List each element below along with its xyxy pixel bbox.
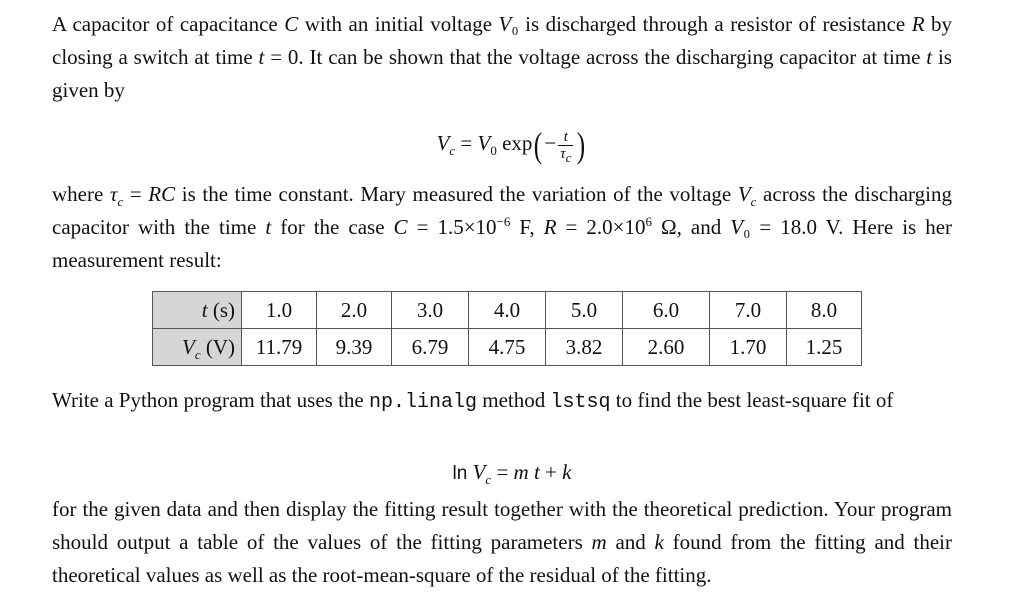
- middle-paragraph: where $\tau_c$ = RC is the time constant. Mary measured the variation of the voltage $V_c$ across the discharging capacitor with the time t for the case $C = 1.5\times 10^{-6}$ F, $R = 2.0\times 10^6$ Ω, and V₀ = 18.0 V. Here is her measurement result:: [52, 182, 953, 272]
- table-cell: 4.0: [469, 292, 546, 329]
- table-cell: 6.0: [623, 292, 710, 329]
- instruction-paragraph: [52, 384, 952, 419]
- table-cell: 3.82: [546, 329, 623, 366]
- eq-lhs: V: [436, 131, 450, 155]
- eq-coef-sub: 0: [490, 143, 497, 159]
- table-cell: 2.60: [623, 329, 710, 366]
- table-cell: 5.0: [546, 292, 623, 329]
- table-cell: 1.0: [242, 292, 317, 329]
- eq-denominator-sub: c: [565, 149, 572, 165]
- eq-coef: V: [477, 131, 491, 155]
- eq-fraction: [558, 128, 573, 165]
- table-cell: 6.79: [392, 329, 469, 366]
- table-cell: 1.25: [787, 329, 862, 366]
- instruction-text-post: to find the best least-square fit of: [610, 388, 894, 412]
- table-cell: 2.0: [317, 292, 392, 329]
- voltage-equation: $V_c = V_0$ exp(− $\frac{t}{\tau_c}$ ): [436, 125, 586, 166]
- table-cell: 3.0: [392, 292, 469, 329]
- eq-numerator: t: [558, 129, 573, 146]
- measurement-table: [152, 291, 862, 366]
- code-np-linalg: np.linalg: [369, 391, 478, 414]
- instruction-text-pre: Write a Python program that uses the: [52, 388, 369, 412]
- table-header-voltage: $V_c$ (V): [153, 329, 242, 366]
- fit-equation: $\ln V_c = m$ t + k: [452, 460, 572, 488]
- eq-denominator: τ: [560, 145, 566, 162]
- table-cell: 11.79: [242, 329, 317, 366]
- table-header-time: t (s): [153, 292, 242, 329]
- intro-paragraph: A capacitor of capacitance C with an initial voltage V₀ is discharged through a resistor of resistance R by closing a switch at time t = 0. It can be shown that the voltage across the discharging capacitor at time t is given by: [52, 12, 952, 102]
- table-cell: 7.0: [710, 292, 787, 329]
- closing-paragraph: for the given data and then display the fitting result together with the theoretical prediction. Your program should output a table of the values of the fitting parameters m and k found from the fitting and their theoretical values as well as the root-mean-square of the residual of the fitting.: [52, 497, 952, 587]
- table-row-voltage: [153, 329, 862, 366]
- table-cell: 4.75: [469, 329, 546, 366]
- eq-func: exp: [502, 131, 533, 155]
- table-row-time: [153, 292, 862, 329]
- code-lstsq: lstsq: [550, 391, 611, 414]
- instruction-text-mid: method: [477, 388, 551, 412]
- eq-lhs-sub: c: [449, 143, 456, 159]
- table-cell: 8.0: [787, 292, 862, 329]
- table-cell: 9.39: [317, 329, 392, 366]
- table-cell: 1.70: [710, 329, 787, 366]
